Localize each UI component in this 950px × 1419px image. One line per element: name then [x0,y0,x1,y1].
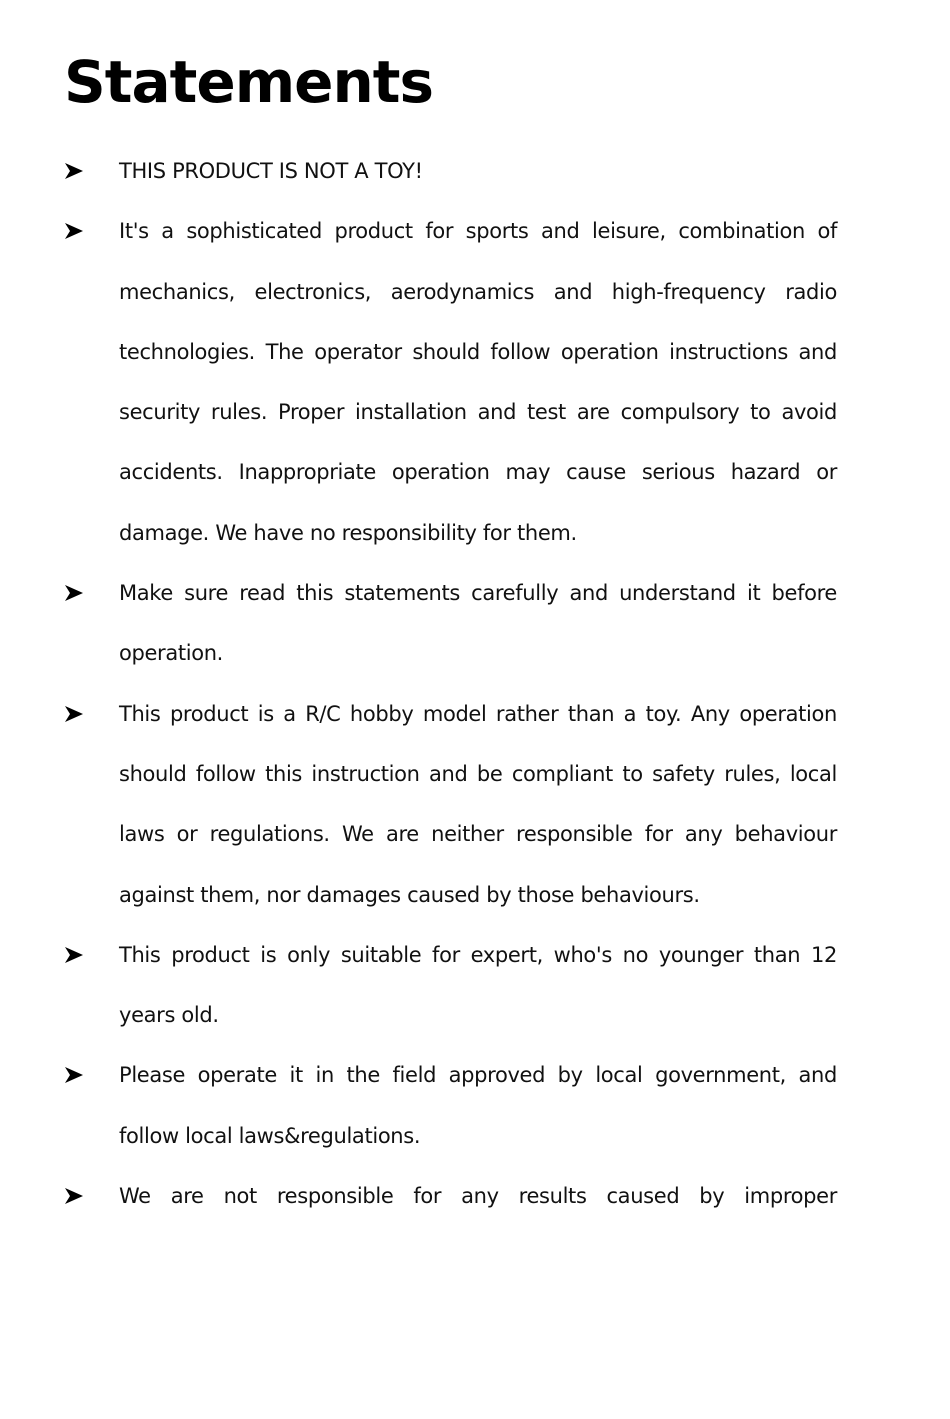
arrowhead-bullet-icon [64,1166,88,1226]
list-item [64,1045,837,1166]
statement-text: THIS PRODUCT IS NOT A TOY! [119,159,423,183]
statement-text: It's a sophisticated product for sports and leisure, combination of mechanics, electronics, aerodynamics and high-frequency radio technologies. The operator should follow operation instructions and security rules. Proper installation and test are compulsory to avoid accidents. Inappropriate operation may cause serious hazard or damage. We have no responsibility for them. [119,219,837,545]
statement-text: We are not responsible for any results caused by improper [119,1184,837,1209]
list-item [64,563,837,684]
list-item [64,201,837,563]
arrowhead-bullet-icon [64,563,88,623]
arrowhead-bullet-icon [64,684,88,744]
arrowhead-bullet-icon [64,925,88,985]
statement-text: This product is a R/C hobby model rather than a toy. Any operation should follow this instruction and be compliant to safety rules, local laws or regulations. We are neither responsible for any behaviour against them, nor damages caused by those behaviours. [119,701,837,907]
list-item [64,684,837,925]
list-item [64,1166,837,1226]
arrowhead-bullet-icon [64,141,88,201]
arrowhead-bullet-icon [64,201,88,261]
statement-text: Make sure read this statements carefully and understand it before operation. [119,581,837,666]
list-item [64,141,837,201]
statement-text: Please operate it in the field approved by local government, and follow local laws&regulations. [119,1063,837,1148]
page-title: Statements [64,48,434,116]
arrowhead-bullet-icon [64,1045,88,1105]
statement-list [64,141,837,1226]
list-item [64,925,837,1046]
statement-text: This product is only suitable for expert, who's no younger than 12 years old. [119,942,837,1028]
